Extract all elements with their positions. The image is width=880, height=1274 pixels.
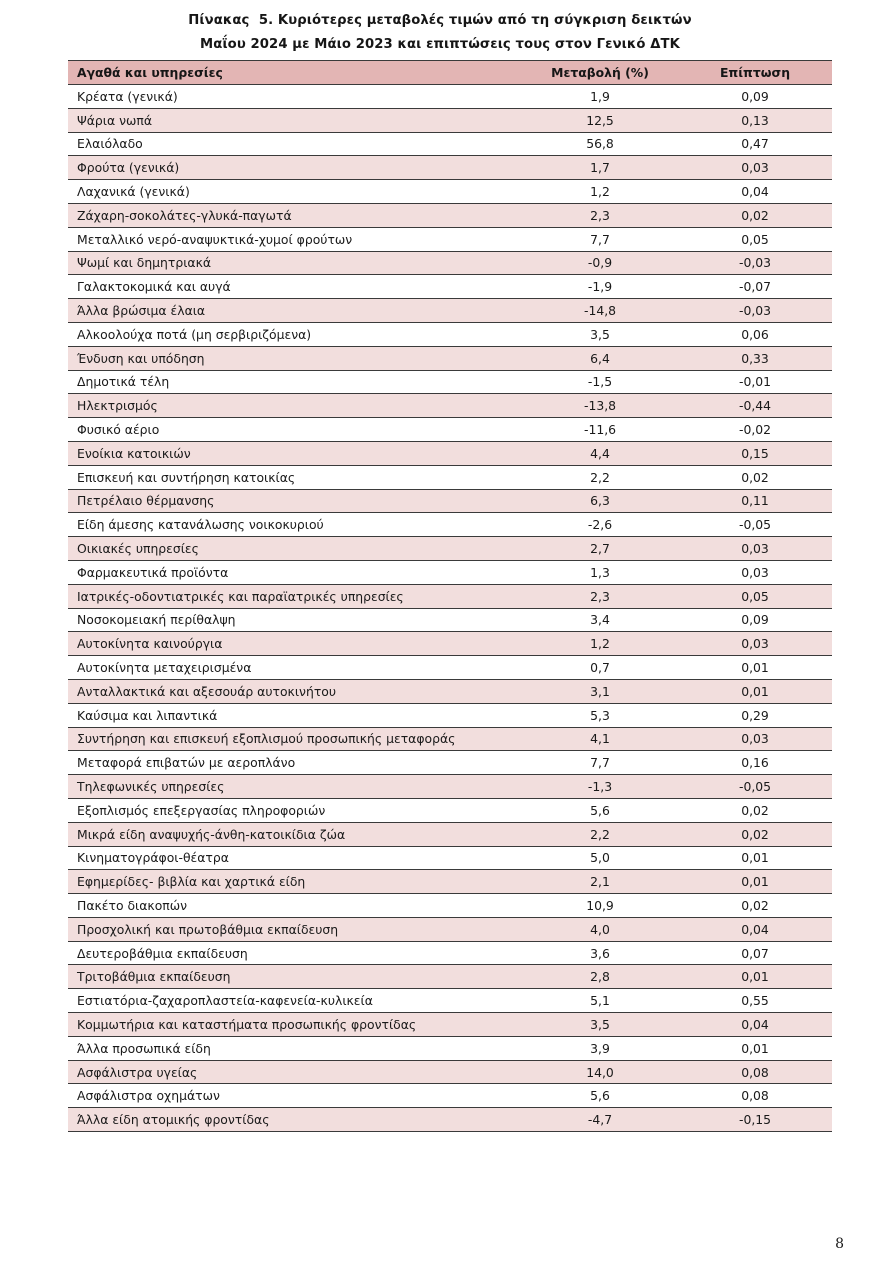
table-row [68, 465, 832, 489]
table-row [68, 1060, 832, 1084]
table-row [68, 394, 832, 418]
cell-goods-services: Δευτεροβάθμια εκπαίδευση [68, 941, 522, 965]
cell-change-percent: -14,8 [522, 299, 678, 323]
cell-goods-services: Ενοίκια κατοικιών [68, 441, 522, 465]
cell-impact: -0,07 [678, 275, 832, 299]
table-row [68, 917, 832, 941]
cell-change-percent: -1,5 [522, 370, 678, 394]
table-row [68, 1108, 832, 1132]
table-row [68, 441, 832, 465]
cell-change-percent: 3,5 [522, 1013, 678, 1037]
cell-change-percent: 2,7 [522, 537, 678, 561]
table-row [68, 180, 832, 204]
cell-impact: 0,06 [678, 322, 832, 346]
table-row [68, 227, 832, 251]
cell-goods-services: Δημοτικά τέλη [68, 370, 522, 394]
cell-goods-services: Ψωμί και δημητριακά [68, 251, 522, 275]
cell-impact: 0,05 [678, 584, 832, 608]
cell-impact: 0,13 [678, 108, 832, 132]
cell-goods-services: Κρέατα (γενικά) [68, 85, 522, 109]
cell-goods-services: Πετρέλαιο θέρμανσης [68, 489, 522, 513]
cell-goods-services: Προσχολική και πρωτοβάθμια εκπαίδευση [68, 917, 522, 941]
cell-impact: 0,55 [678, 989, 832, 1013]
price-changes-table-container [68, 60, 832, 1132]
cell-goods-services: Μικρά είδη αναψυχής-άνθη-κατοικίδια ζώα [68, 822, 522, 846]
cell-goods-services: Συντήρηση και επισκευή εξοπλισμού προσωπικής μεταφοράς [68, 727, 522, 751]
cell-impact: -0,05 [678, 775, 832, 799]
table-row [68, 1084, 832, 1108]
cell-change-percent: 6,4 [522, 346, 678, 370]
cell-goods-services: Ελαιόλαδο [68, 132, 522, 156]
table-row [68, 679, 832, 703]
table-row [68, 1036, 832, 1060]
cell-goods-services: Άλλα βρώσιμα έλαια [68, 299, 522, 323]
cell-impact: 0,04 [678, 180, 832, 204]
cell-goods-services: Άλλα προσωπικά είδη [68, 1036, 522, 1060]
table-row [68, 632, 832, 656]
cell-goods-services: Γαλακτοκομικά και αυγά [68, 275, 522, 299]
table-row [68, 941, 832, 965]
cell-goods-services: Φυσικό αέριο [68, 418, 522, 442]
cell-change-percent: 14,0 [522, 1060, 678, 1084]
cell-impact: -0,15 [678, 1108, 832, 1132]
cell-change-percent: 3,6 [522, 941, 678, 965]
table-row [68, 703, 832, 727]
cell-impact: 0,03 [678, 632, 832, 656]
table-row [68, 965, 832, 989]
cell-change-percent: 5,1 [522, 989, 678, 1013]
column-header-impact: Επίπτωση [678, 61, 832, 85]
cell-impact: 0,29 [678, 703, 832, 727]
cell-impact: 0,47 [678, 132, 832, 156]
cell-impact: 0,01 [678, 870, 832, 894]
cell-goods-services: Λαχανικά (γενικά) [68, 180, 522, 204]
table-row [68, 584, 832, 608]
column-header-change-percent: Μεταβολή (%) [522, 61, 678, 85]
cell-change-percent: 6,3 [522, 489, 678, 513]
cell-change-percent: -0,9 [522, 251, 678, 275]
cell-goods-services: Κομμωτήρια και καταστήματα προσωπικής φροντίδας [68, 1013, 522, 1037]
cell-impact: 0,02 [678, 465, 832, 489]
table-row [68, 560, 832, 584]
cell-change-percent: 5,0 [522, 846, 678, 870]
cell-change-percent: 1,9 [522, 85, 678, 109]
cell-goods-services: Ψάρια νωπά [68, 108, 522, 132]
cell-change-percent: 0,7 [522, 656, 678, 680]
cell-goods-services: Τριτοβάθμια εκπαίδευση [68, 965, 522, 989]
table-row [68, 251, 832, 275]
cell-change-percent: 5,3 [522, 703, 678, 727]
cell-change-percent: 7,7 [522, 227, 678, 251]
cell-change-percent: 10,9 [522, 894, 678, 918]
price-changes-table [68, 60, 832, 1132]
cell-change-percent: 2,1 [522, 870, 678, 894]
table-row [68, 989, 832, 1013]
cell-goods-services: Άλλα είδη ατομικής φροντίδας [68, 1108, 522, 1132]
cell-impact: 0,15 [678, 441, 832, 465]
cell-goods-services: Ένδυση και υπόδηση [68, 346, 522, 370]
cell-impact: -0,01 [678, 370, 832, 394]
cell-change-percent: 5,6 [522, 798, 678, 822]
table-row [68, 513, 832, 537]
cell-goods-services: Ιατρικές-οδοντιατρικές και παραϊατρικές υπηρεσίες [68, 584, 522, 608]
cell-change-percent: 4,1 [522, 727, 678, 751]
cell-impact: 0,11 [678, 489, 832, 513]
cell-change-percent: 3,1 [522, 679, 678, 703]
table-row [68, 1013, 832, 1037]
table-row [68, 656, 832, 680]
cell-impact: -0,44 [678, 394, 832, 418]
cell-goods-services: Ανταλλακτικά και αξεσουάρ αυτοκινήτου [68, 679, 522, 703]
table-row [68, 751, 832, 775]
cell-impact: 0,01 [678, 656, 832, 680]
cell-impact: 0,02 [678, 203, 832, 227]
cell-impact: 0,02 [678, 822, 832, 846]
table-header-row [68, 61, 832, 85]
page-number: 8 [835, 1236, 844, 1252]
cell-impact: 0,01 [678, 965, 832, 989]
table-row [68, 822, 832, 846]
cell-impact: 0,01 [678, 1036, 832, 1060]
cell-impact: 0,16 [678, 751, 832, 775]
cell-impact: 0,03 [678, 156, 832, 180]
cell-goods-services: Εξοπλισμός επεξεργασίας πληροφοριών [68, 798, 522, 822]
cell-impact: 0,02 [678, 798, 832, 822]
cell-goods-services: Εφημερίδες- βιβλία και χαρτικά είδη [68, 870, 522, 894]
table-row [68, 537, 832, 561]
table-row [68, 489, 832, 513]
cell-goods-services: Κινηματογράφοι-θέατρα [68, 846, 522, 870]
cell-goods-services: Φρούτα (γενικά) [68, 156, 522, 180]
cell-goods-services: Ασφάλιστρα υγείας [68, 1060, 522, 1084]
cell-change-percent: 56,8 [522, 132, 678, 156]
table-row [68, 894, 832, 918]
cell-goods-services: Ασφάλιστρα οχημάτων [68, 1084, 522, 1108]
cell-change-percent: -1,9 [522, 275, 678, 299]
cell-goods-services: Είδη άμεσης κατανάλωσης νοικοκυριού [68, 513, 522, 537]
cell-change-percent: 3,9 [522, 1036, 678, 1060]
cell-goods-services: Ζάχαρη-σοκολάτες-γλυκά-παγωτά [68, 203, 522, 227]
table-row [68, 370, 832, 394]
cell-impact: 0,03 [678, 560, 832, 584]
table-row [68, 108, 832, 132]
cell-change-percent: -1,3 [522, 775, 678, 799]
cell-impact: -0,02 [678, 418, 832, 442]
cell-change-percent: 1,2 [522, 632, 678, 656]
cell-change-percent: 2,8 [522, 965, 678, 989]
table-row [68, 775, 832, 799]
cell-goods-services: Αλκοολούχα ποτά (μη σερβιριζόμενα) [68, 322, 522, 346]
cell-change-percent: 2,3 [522, 203, 678, 227]
table-row [68, 275, 832, 299]
cell-impact: 0,08 [678, 1060, 832, 1084]
cell-change-percent: 4,4 [522, 441, 678, 465]
cell-impact: 0,01 [678, 846, 832, 870]
cell-goods-services: Τηλεφωνικές υπηρεσίες [68, 775, 522, 799]
cell-change-percent: -2,6 [522, 513, 678, 537]
table-title-line-2: Μαΐου 2024 με Μάιο 2023 και επιπτώσεις τους στον Γενικό ΔΤΚ [200, 37, 680, 52]
cell-goods-services: Νοσοκομειακή περίθαλψη [68, 608, 522, 632]
table-row [68, 203, 832, 227]
table-row [68, 346, 832, 370]
cell-goods-services: Αυτοκίνητα μεταχειρισμένα [68, 656, 522, 680]
cell-impact: 0,05 [678, 227, 832, 251]
cell-change-percent: 1,2 [522, 180, 678, 204]
cell-goods-services: Επισκευή και συντήρηση κατοικίας [68, 465, 522, 489]
table-title [0, 0, 880, 57]
table-row [68, 727, 832, 751]
cell-change-percent: -13,8 [522, 394, 678, 418]
cell-change-percent: -4,7 [522, 1108, 678, 1132]
table-row [68, 870, 832, 894]
table-row [68, 608, 832, 632]
table-row [68, 418, 832, 442]
cell-change-percent: 2,2 [522, 465, 678, 489]
cell-change-percent: 3,4 [522, 608, 678, 632]
cell-change-percent: 2,2 [522, 822, 678, 846]
table-row [68, 156, 832, 180]
cell-impact: -0,03 [678, 251, 832, 275]
table-row [68, 299, 832, 323]
table-row [68, 846, 832, 870]
cell-change-percent: 4,0 [522, 917, 678, 941]
cell-change-percent: 3,5 [522, 322, 678, 346]
cell-impact: 0,07 [678, 941, 832, 965]
cell-impact: -0,03 [678, 299, 832, 323]
column-header-goods-services: Αγαθά και υπηρεσίες [68, 61, 522, 85]
cell-change-percent: 5,6 [522, 1084, 678, 1108]
cell-goods-services: Πακέτο διακοπών [68, 894, 522, 918]
cell-impact: 0,04 [678, 917, 832, 941]
cell-impact: 0,02 [678, 894, 832, 918]
table-body [68, 85, 832, 1132]
table-row [68, 132, 832, 156]
cell-change-percent: -11,6 [522, 418, 678, 442]
cell-impact: -0,05 [678, 513, 832, 537]
table-row [68, 798, 832, 822]
cell-change-percent: 1,7 [522, 156, 678, 180]
cell-impact: 0,33 [678, 346, 832, 370]
cell-goods-services: Οικιακές υπηρεσίες [68, 537, 522, 561]
cell-impact: 0,03 [678, 537, 832, 561]
cell-change-percent: 12,5 [522, 108, 678, 132]
table-header [68, 61, 832, 85]
cell-impact: 0,03 [678, 727, 832, 751]
cell-impact: 0,09 [678, 85, 832, 109]
cell-goods-services: Μεταλλικό νερό-αναψυκτικά-χυμοί φρούτων [68, 227, 522, 251]
table-row [68, 322, 832, 346]
cell-impact: 0,01 [678, 679, 832, 703]
cell-change-percent: 1,3 [522, 560, 678, 584]
cell-goods-services: Ηλεκτρισμός [68, 394, 522, 418]
cell-impact: 0,04 [678, 1013, 832, 1037]
cell-goods-services: Μεταφορά επιβατών με αεροπλάνο [68, 751, 522, 775]
cell-change-percent: 2,3 [522, 584, 678, 608]
cell-impact: 0,08 [678, 1084, 832, 1108]
table-title-line-1: Πίνακας 5. Κυριότερες μεταβολές τιμών από τη σύγκριση δεικτών [188, 13, 692, 28]
cell-change-percent: 7,7 [522, 751, 678, 775]
cell-goods-services: Φαρμακευτικά προϊόντα [68, 560, 522, 584]
cell-goods-services: Αυτοκίνητα καινούργια [68, 632, 522, 656]
table-row [68, 85, 832, 109]
cell-goods-services: Καύσιμα και λιπαντικά [68, 703, 522, 727]
cell-goods-services: Εστιατόρια-ζαχαροπλαστεία-καφενεία-κυλικεία [68, 989, 522, 1013]
cell-impact: 0,09 [678, 608, 832, 632]
